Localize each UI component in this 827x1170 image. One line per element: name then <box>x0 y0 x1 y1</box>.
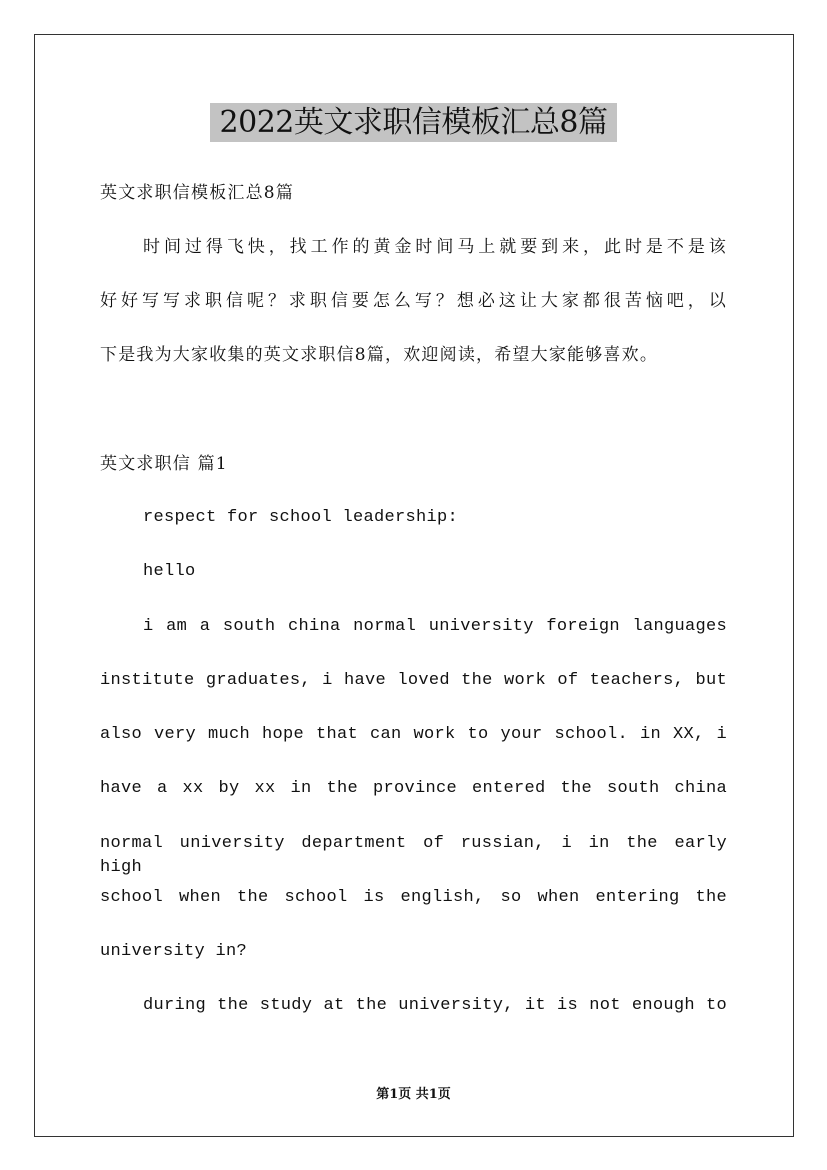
paragraph-line: 下是我为大家收集的英文求职信8篇，欢迎阅读，希望大家能够喜欢。 <box>100 345 659 365</box>
paragraph-line: hello <box>143 562 196 581</box>
section-heading: 英文求职信模板汇总8篇 <box>100 183 295 203</box>
paragraph-line: institute graduates, i have loved the work of teachers, but <box>100 671 727 690</box>
paragraph-line: during the study at the university, it is not enough to <box>143 996 727 1015</box>
paragraph-line: 好好写写求职信呢？求职信要怎么写？想必这让大家都很苦恼吧，以 <box>100 291 727 311</box>
paragraph-line: school when the school is english, so when entering the <box>100 888 727 907</box>
paragraph-line: respect for school leadership: <box>143 508 459 527</box>
paragraph-line: normal university department of russian, i in the early high <box>100 834 727 877</box>
paragraph-line: i am a south china normal university foreign languages <box>143 617 727 636</box>
paragraph-line: have a xx by xx in the province entered the south china <box>100 779 727 798</box>
paragraph-line: university in? <box>100 942 248 961</box>
paragraph-line: also very much hope that can work to your school. in XX, i <box>100 725 727 744</box>
page-footer: 第1页 共1页 <box>376 1087 451 1102</box>
section-heading: 英文求职信 篇1 <box>100 454 228 474</box>
paragraph-line: 时间过得飞快，找工作的黄金时间马上就要到来，此时是不是该 <box>143 237 727 257</box>
document-title: 2022英文求职信模板汇总8篇 <box>210 103 617 142</box>
